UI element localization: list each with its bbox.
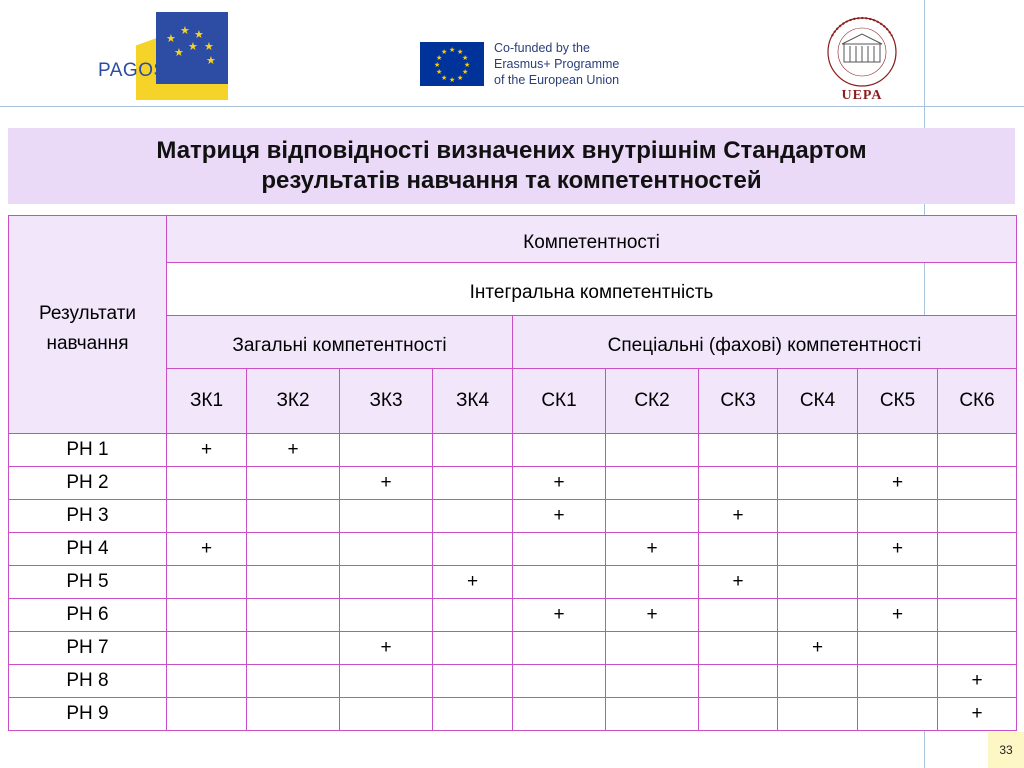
- matrix-cell: [699, 665, 778, 698]
- general-competences-header: Загальні компетентності: [167, 316, 513, 369]
- column-header: ЗК2: [247, 369, 340, 434]
- table-row: [9, 533, 1017, 566]
- row-label: РН 1: [9, 434, 167, 467]
- uepa-logo: [812, 14, 912, 104]
- matrix-cell: [340, 698, 433, 731]
- matrix-cell: +: [938, 665, 1017, 698]
- table-row: [9, 434, 1017, 467]
- matrix-cell: +: [606, 533, 699, 566]
- row-label: РН 3: [9, 500, 167, 533]
- matrix-cell: [938, 434, 1017, 467]
- erasmus-logo: [420, 40, 636, 90]
- column-header: СК6: [938, 369, 1017, 434]
- matrix-cell: [247, 632, 340, 665]
- matrix-cell: [938, 632, 1017, 665]
- matrix-cell: [778, 434, 858, 467]
- matrix-cell: [606, 632, 699, 665]
- matrix-cell: +: [167, 533, 247, 566]
- matrix-cell: [699, 599, 778, 632]
- column-header: ЗК1: [167, 369, 247, 434]
- matrix-cell: [699, 632, 778, 665]
- matrix-cell: [938, 566, 1017, 599]
- matrix-cell: [858, 632, 938, 665]
- matrix-cell: [778, 566, 858, 599]
- pagoste-logo: ★ ★ ★ ★ ★ ★ ★ PAGOSTE: [96, 12, 228, 102]
- matrix-cell: [938, 500, 1017, 533]
- matrix-cell: [433, 467, 513, 500]
- table-row: [9, 566, 1017, 599]
- matrix-cell: [340, 599, 433, 632]
- table-row: [9, 698, 1017, 731]
- row-label: РН 9: [9, 698, 167, 731]
- matrix-cell: [606, 698, 699, 731]
- matrix-cell: [778, 467, 858, 500]
- matrix-cell: +: [938, 698, 1017, 731]
- page-number: 33: [988, 732, 1024, 768]
- matrix-cell: [247, 698, 340, 731]
- matrix-cell: [167, 698, 247, 731]
- column-header: ЗК3: [340, 369, 433, 434]
- matrix-cell: +: [513, 500, 606, 533]
- matrix-cell: +: [606, 599, 699, 632]
- matrix-cell: [778, 665, 858, 698]
- matrix-cell: [513, 665, 606, 698]
- matrix-cell: [433, 665, 513, 698]
- matrix-cell: [167, 566, 247, 599]
- corner-header: Результати навчання: [9, 216, 167, 434]
- matrix-cell: +: [699, 500, 778, 533]
- column-header: СК4: [778, 369, 858, 434]
- matrix-cell: [606, 500, 699, 533]
- header-divider: [0, 106, 1024, 107]
- page-title: Матриця відповідності визначених внутрішнім Стандартом результатів навчання та компетентностей: [156, 137, 867, 194]
- eu-flag-icon: ★ ★ ★ ★ ★ ★ ★ ★ ★ ★ ★ ★: [420, 42, 484, 86]
- matrix-cell: +: [858, 467, 938, 500]
- matrix-cell: +: [778, 632, 858, 665]
- matrix-cell: [340, 500, 433, 533]
- matrix-cell: [340, 566, 433, 599]
- matrix-cell: [247, 467, 340, 500]
- matrix-cell: [513, 698, 606, 731]
- matrix-cell: +: [340, 467, 433, 500]
- matrix-cell: [513, 533, 606, 566]
- matrix-cell: [167, 467, 247, 500]
- matrix-cell: [699, 533, 778, 566]
- matrix-cell: [167, 599, 247, 632]
- integral-competence-header: Інтегральна компетентність: [167, 263, 1017, 316]
- matrix-cell: [858, 566, 938, 599]
- matrix-cell: +: [858, 599, 938, 632]
- matrix-cell: [340, 434, 433, 467]
- matrix-cell: [167, 500, 247, 533]
- matrix-cell: [340, 533, 433, 566]
- matrix-cell: +: [433, 566, 513, 599]
- matrix-cell: [513, 566, 606, 599]
- uepa-name: UEPA: [841, 88, 883, 103]
- matrix-cell: [513, 632, 606, 665]
- matrix-cell: [858, 698, 938, 731]
- matrix-cell: [778, 533, 858, 566]
- matrix-cell: [167, 632, 247, 665]
- matrix-cell: [340, 665, 433, 698]
- row-label: РН 5: [9, 566, 167, 599]
- matrix-cell: [699, 467, 778, 500]
- matrix-cell: [606, 434, 699, 467]
- competences-header: Компетентності: [167, 216, 1017, 263]
- row-label: РН 2: [9, 467, 167, 500]
- erasmus-text: Co-funded by the Erasmus+ Programme of the European Union: [494, 41, 620, 87]
- matrix-cell: [247, 665, 340, 698]
- matrix-cell: [606, 665, 699, 698]
- column-header: СК3: [699, 369, 778, 434]
- column-header: ЗК4: [433, 369, 513, 434]
- row-label: РН 6: [9, 599, 167, 632]
- table-row: [9, 500, 1017, 533]
- column-header: СК1: [513, 369, 606, 434]
- uepa-seal-icon: [812, 14, 912, 90]
- matrix-cell: +: [167, 434, 247, 467]
- special-competences-header: Спеціальні (фахові) компетентності: [513, 316, 1017, 369]
- column-header: СК5: [858, 369, 938, 434]
- matrix-cell: [778, 599, 858, 632]
- matrix-cell: [606, 467, 699, 500]
- table-row: [9, 599, 1017, 632]
- table-row: [9, 665, 1017, 698]
- column-header: СК2: [606, 369, 699, 434]
- matrix-cell: +: [340, 632, 433, 665]
- matrix-cell: [167, 665, 247, 698]
- table-row: [9, 467, 1017, 500]
- matrix-cell: [433, 632, 513, 665]
- matrix-cell: [433, 500, 513, 533]
- matrix-cell: [247, 500, 340, 533]
- matrix-cell: [858, 665, 938, 698]
- row-label: РН 4: [9, 533, 167, 566]
- matrix-cell: [858, 434, 938, 467]
- matrix-cell: [247, 599, 340, 632]
- competence-matrix-table: [8, 215, 1017, 731]
- row-label: РН 7: [9, 632, 167, 665]
- matrix-cell: [699, 434, 778, 467]
- matrix-cell: [858, 500, 938, 533]
- matrix-cell: [513, 434, 606, 467]
- matrix-cell: +: [513, 467, 606, 500]
- matrix-cell: [938, 467, 1017, 500]
- matrix-cell: [433, 533, 513, 566]
- matrix-cell: +: [699, 566, 778, 599]
- matrix-cell: [778, 698, 858, 731]
- matrix-cell: +: [247, 434, 340, 467]
- row-label: РН 8: [9, 665, 167, 698]
- matrix-cell: [938, 599, 1017, 632]
- table-row: [9, 632, 1017, 665]
- matrix-cell: +: [513, 599, 606, 632]
- matrix-cell: [433, 434, 513, 467]
- matrix-cell: [699, 698, 778, 731]
- matrix-cell: [433, 698, 513, 731]
- pagoste-wordmark: PAGOSTE: [98, 60, 192, 81]
- matrix-cell: +: [858, 533, 938, 566]
- matrix-cell: [247, 566, 340, 599]
- matrix-cell: [778, 500, 858, 533]
- matrix-cell: [433, 599, 513, 632]
- matrix-cell: [606, 566, 699, 599]
- matrix-cell: [938, 533, 1017, 566]
- matrix-cell: [247, 533, 340, 566]
- title-band: [8, 128, 1015, 204]
